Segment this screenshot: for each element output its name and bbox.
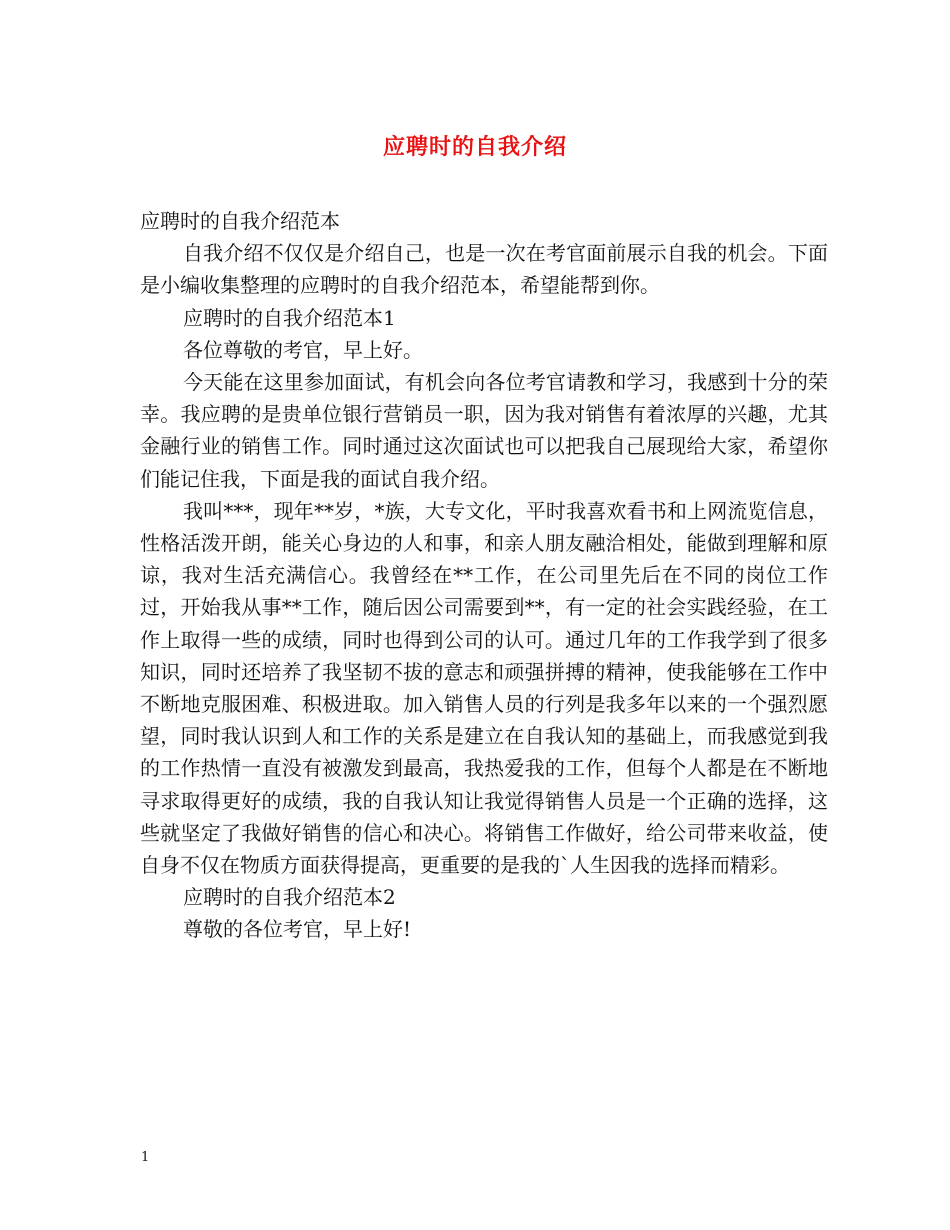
document-body [140, 205, 828, 946]
closing-greeting-paragraph: 尊敬的各位考官，早上好! [183, 917, 412, 942]
interview-paragraph: 今天能在这里参加面试，有机会向各位考官请教和学习，我感到十分的荣幸。我应聘的是贵单位银行营销员一职，因为我对销售有着浓厚的兴趣，尤其金融行业的销售工作。同时通过这次面试也可以把我自己展现给大家，希望你们能记住我，下面是我的面试自我介绍。 [140, 370, 828, 491]
document-title: 应聘时的自我介绍 [382, 134, 567, 160]
page-number: 1 [141, 1150, 150, 1165]
sample-2-heading: 应聘时的自我介绍范本2 [183, 885, 396, 910]
section-heading: 应聘时的自我介绍范本 [140, 209, 340, 233]
intro-paragraph: 自我介绍不仅仅是介绍自己，也是一次在考官面前展示自我的机会。下面是小编收集整理的应聘时的自我介绍范本，希望能帮到你。 [140, 241, 828, 298]
greeting-paragraph: 各位尊敬的考官，早上好。 [183, 337, 423, 362]
sample-1-heading: 应聘时的自我介绍范本1 [183, 305, 396, 330]
self-introduction-paragraph: 我叫***，现年**岁，*族，大专文化，平时我喜欢看书和上网流览信息，性格活泼开朗，能关心身边的人和事，和亲人朋友融洽相处，能做到理解和原谅，我对生活充满信心。我曾经在**工作，在公司里先后在不同的岗位工作过，开始我从事**工作，随后因公司需要到**，有一定的社会实践经验，在工作上取得一些的成绩，同时也得到公司的认可。通过几年的工作我学到了很多知识，同时还培养了我坚韧不拔的意志和顽强拼搏的精神，使我能够在工作中不断地克服困难、积极进取。加入销售人员的行列是我多年以来的一个强烈愿望，同时我认识到人和工作的关系是建立在自我认知的基础上，而我感觉到我的工作热情一直没有被激发到最高，我热爱我的工作，但每个人都是在不断地寻求取得更好的成绩，我的自我认知让我觉得销售人员是一个正确的选择，这些就坚定了我做好销售的信心和决心。将销售工作做好，给公司带来收益，使自身不仅在物质方面获得提高，更重要的是我的`人生因我的选择而精彩。 [140, 498, 828, 878]
